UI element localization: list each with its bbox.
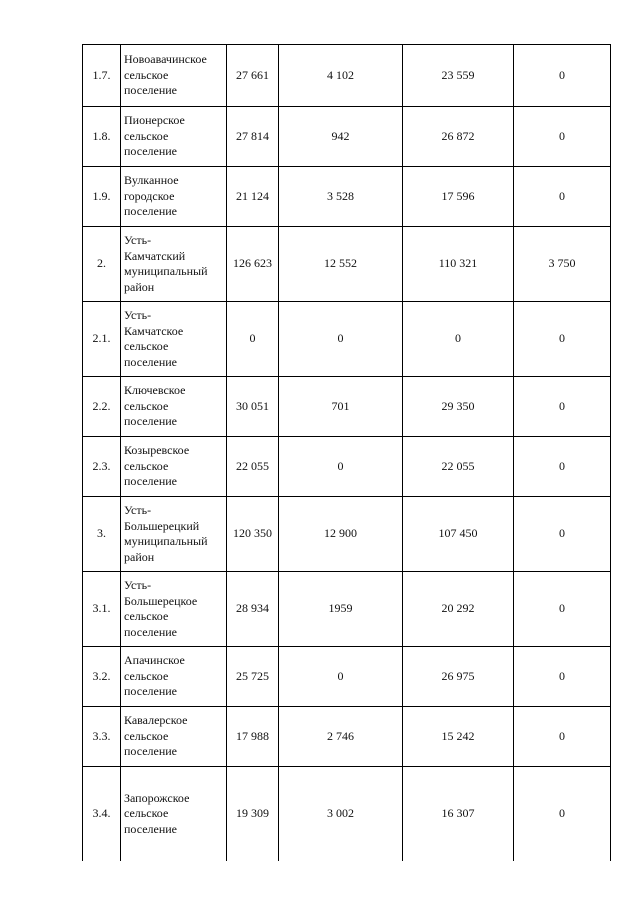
column-3-value: 16 307 xyxy=(403,767,514,861)
table-row xyxy=(83,572,611,647)
column-4-value: 0 xyxy=(514,45,611,107)
table-row xyxy=(83,497,611,572)
row-number: 3.3. xyxy=(83,707,121,767)
name-line: сельское xyxy=(124,806,169,820)
name-line: район xyxy=(124,549,155,564)
table-row xyxy=(83,167,611,227)
name-line: Усть- xyxy=(124,233,152,247)
total-value: 126 623 xyxy=(227,227,279,302)
total-value: 21 124 xyxy=(227,167,279,227)
name-line: поселение xyxy=(124,474,178,489)
column-3-value: 107 450 xyxy=(403,497,514,572)
settlement-name xyxy=(121,167,227,227)
row-number: 1.8. xyxy=(83,107,121,167)
name-line: городское xyxy=(124,188,175,203)
column-3-value: 29 350 xyxy=(403,377,514,437)
name-line: сельское xyxy=(124,458,169,473)
name-line: сельское xyxy=(124,339,169,353)
name-line: район xyxy=(124,279,155,294)
name-line: сельское xyxy=(124,668,169,683)
name-line: сельское xyxy=(124,398,169,413)
settlement-name xyxy=(121,227,227,302)
total-value: 27 814 xyxy=(227,107,279,167)
total-value: 17 988 xyxy=(227,707,279,767)
name-line: поселение xyxy=(124,204,178,219)
column-4-value: 0 xyxy=(514,377,611,437)
settlement-name xyxy=(121,107,227,167)
table-row xyxy=(83,377,611,437)
column-2-value: 0 xyxy=(279,647,403,707)
table-row xyxy=(83,107,611,167)
total-value: 22 055 xyxy=(227,437,279,497)
table-row xyxy=(83,437,611,497)
row-number: 3.4. xyxy=(83,767,121,861)
name-line: Камчатское xyxy=(124,323,184,338)
total-value: 120 350 xyxy=(227,497,279,572)
name-line: Новоавачинское xyxy=(124,52,207,67)
name-line: Камчатский xyxy=(124,248,186,263)
name-line: муниципальный xyxy=(124,534,208,548)
row-number: 3.1. xyxy=(83,572,121,647)
data-table xyxy=(82,44,611,861)
column-2-value: 3 528 xyxy=(279,167,403,227)
settlement-name xyxy=(121,302,227,377)
settlement-name xyxy=(121,647,227,707)
total-value: 28 934 xyxy=(227,572,279,647)
name-line: Вулканное xyxy=(124,173,179,188)
column-4-value: 0 xyxy=(514,707,611,767)
settlement-name xyxy=(121,497,227,572)
name-line: Большерецкое xyxy=(124,593,198,608)
name-line: Усть- xyxy=(124,503,152,517)
name-line: сельское xyxy=(124,609,169,623)
table-row xyxy=(83,302,611,377)
row-number: 2.2. xyxy=(83,377,121,437)
settlement-name xyxy=(121,767,227,861)
column-2-value: 12 552 xyxy=(279,227,403,302)
name-line: поселение xyxy=(124,83,178,98)
column-3-value: 26 975 xyxy=(403,647,514,707)
total-value: 27 661 xyxy=(227,45,279,107)
name-line: поселение xyxy=(124,684,178,699)
settlement-name xyxy=(121,437,227,497)
name-line: Усть- xyxy=(124,578,152,592)
column-2-value: 701 xyxy=(279,377,403,437)
table-body xyxy=(83,45,611,861)
table-row xyxy=(83,227,611,302)
name-line: Кавалерское xyxy=(124,713,188,728)
name-line: поселение xyxy=(124,744,178,759)
column-2-value: 942 xyxy=(279,107,403,167)
name-line: сельское xyxy=(124,67,169,82)
column-3-value: 110 321 xyxy=(403,227,514,302)
name-line: Пионерское xyxy=(124,113,185,128)
column-3-value: 15 242 xyxy=(403,707,514,767)
column-4-value: 0 xyxy=(514,107,611,167)
column-3-value: 22 055 xyxy=(403,437,514,497)
total-value: 0 xyxy=(227,302,279,377)
name-line: Апачинское xyxy=(124,653,185,668)
name-line: сельское xyxy=(124,128,169,143)
column-3-value: 26 872 xyxy=(403,107,514,167)
row-number: 2. xyxy=(83,227,121,302)
column-2-value: 1959 xyxy=(279,572,403,647)
column-2-value: 12 900 xyxy=(279,497,403,572)
column-4-value: 0 xyxy=(514,572,611,647)
name-line: Ключевское xyxy=(124,383,186,398)
column-4-value: 3 750 xyxy=(514,227,611,302)
name-line: поселение xyxy=(124,821,178,836)
column-4-value: 0 xyxy=(514,167,611,227)
settlement-name xyxy=(121,45,227,107)
column-4-value: 0 xyxy=(514,437,611,497)
name-line: Большерецкий xyxy=(124,518,200,533)
column-3-value: 20 292 xyxy=(403,572,514,647)
column-4-value: 0 xyxy=(514,497,611,572)
total-value: 19 309 xyxy=(227,767,279,861)
settlement-name xyxy=(121,377,227,437)
column-3-value: 23 559 xyxy=(403,45,514,107)
settlement-name xyxy=(121,707,227,767)
total-value: 25 725 xyxy=(227,647,279,707)
column-4-value: 0 xyxy=(514,767,611,861)
table-row xyxy=(83,707,611,767)
total-value: 30 051 xyxy=(227,377,279,437)
column-4-value: 0 xyxy=(514,302,611,377)
name-line: Усть- xyxy=(124,308,152,322)
name-line: Козыревское xyxy=(124,443,190,458)
name-line: муниципальный xyxy=(124,264,208,278)
table-row xyxy=(83,767,611,861)
name-line: поселение xyxy=(124,414,178,429)
row-number: 1.7. xyxy=(83,45,121,107)
table-row xyxy=(83,647,611,707)
row-number: 3.2. xyxy=(83,647,121,707)
row-number: 2.1. xyxy=(83,302,121,377)
table-row xyxy=(83,45,611,107)
column-3-value: 17 596 xyxy=(403,167,514,227)
column-2-value: 0 xyxy=(279,437,403,497)
column-2-value: 2 746 xyxy=(279,707,403,767)
column-2-value: 0 xyxy=(279,302,403,377)
name-line: поселение xyxy=(124,624,178,639)
settlement-name xyxy=(121,572,227,647)
name-line: сельское xyxy=(124,728,169,743)
name-line: поселение xyxy=(124,354,178,369)
row-number: 2.3. xyxy=(83,437,121,497)
column-3-value: 0 xyxy=(403,302,514,377)
row-number: 3. xyxy=(83,497,121,572)
row-number: 1.9. xyxy=(83,167,121,227)
column-2-value: 3 002 xyxy=(279,767,403,861)
name-line: Запорожское xyxy=(124,790,190,805)
column-4-value: 0 xyxy=(514,647,611,707)
column-2-value: 4 102 xyxy=(279,45,403,107)
name-line: поселение xyxy=(124,144,178,159)
